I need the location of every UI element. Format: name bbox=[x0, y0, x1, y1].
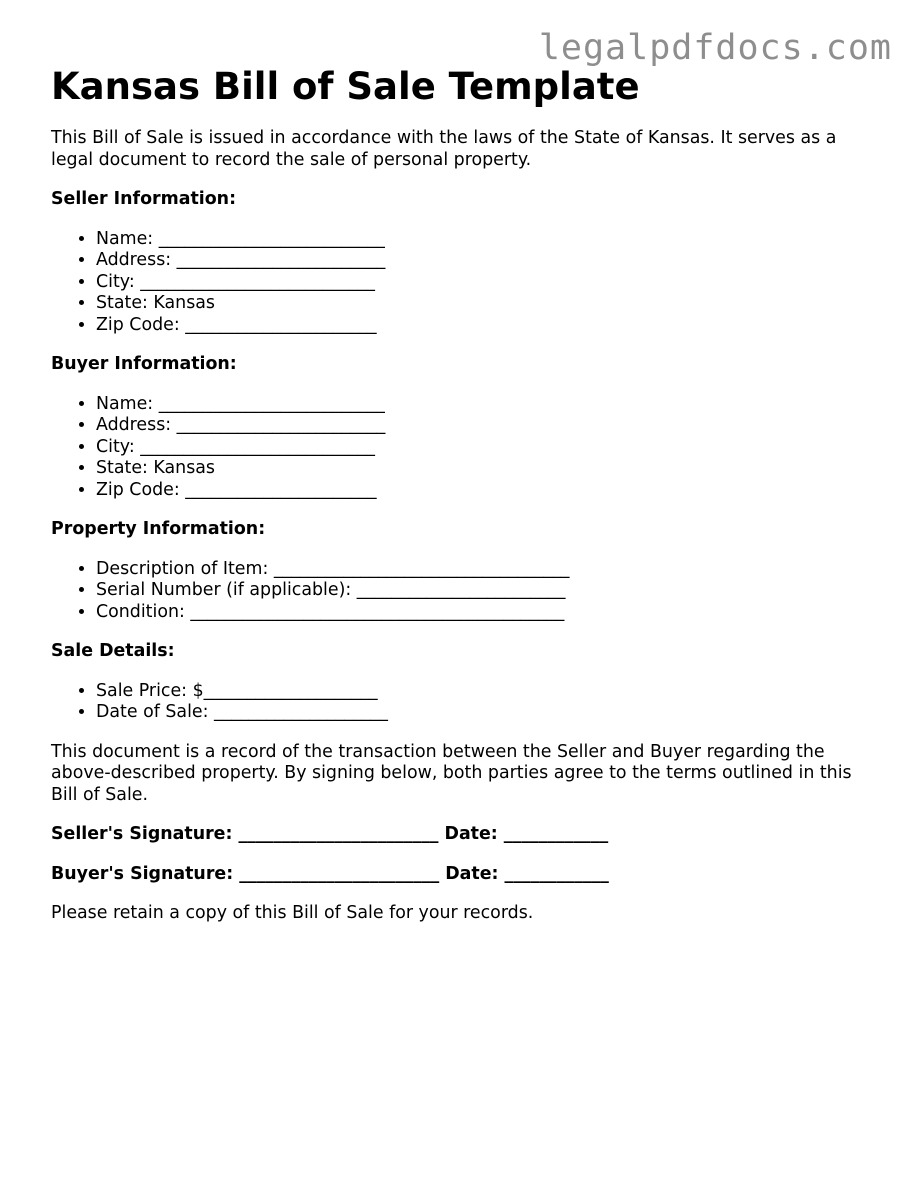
property-heading: Property Information: bbox=[51, 519, 266, 539]
intro-paragraph: This Bill of Sale is issued in accordance with the laws of the State of Kansas. It serves as a legal document to record the sale of personal property. bbox=[51, 128, 837, 170]
sale-price-item: • Sale Price: $____________________ bbox=[96, 681, 881, 703]
seller-list bbox=[51, 229, 881, 337]
buyer-address-item: • Address: ________________________ bbox=[96, 415, 881, 437]
footer-note: Please retain a copy of this Bill of Sale for your records. bbox=[51, 903, 534, 923]
buyer-list bbox=[51, 394, 881, 502]
seller-city-item: • City: ___________________________ bbox=[96, 272, 881, 294]
sale-list bbox=[51, 681, 881, 724]
seller-address-item: • Address: ________________________ bbox=[96, 250, 881, 272]
seller-heading: Seller Information: bbox=[51, 189, 237, 209]
buyer-zip-item: • Zip Code: ______________________ bbox=[96, 480, 881, 502]
property-description-item: • Description of Item: __________________________________ bbox=[96, 559, 881, 581]
document-page bbox=[51, 64, 881, 925]
seller-signature-line: Seller's Signature: _______________________ Date: ____________ bbox=[51, 824, 609, 844]
buyer-state-item: • State: Kansas bbox=[96, 458, 881, 480]
sale-date-item: • Date of Sale: ____________________ bbox=[96, 702, 881, 724]
seller-name-item: • Name: __________________________ bbox=[96, 229, 881, 251]
property-condition-item: • Condition: ___________________________________________ bbox=[96, 602, 881, 624]
seller-state-item: • State: Kansas bbox=[96, 293, 881, 315]
sale-heading: Sale Details: bbox=[51, 641, 175, 661]
property-serial-item: • Serial Number (if applicable): ________________________ bbox=[96, 580, 881, 602]
buyer-signature-line: Buyer's Signature: _______________________ Date: ____________ bbox=[51, 863, 609, 884]
closing-paragraph: This document is a record of the transaction between the Seller and Buyer regarding the above-described property. By signing below, both parties agree to the terms outlined in this Bill of Sale. bbox=[51, 741, 852, 805]
buyer-name-item: • Name: __________________________ bbox=[96, 394, 881, 416]
buyer-heading: Buyer Information: bbox=[51, 354, 237, 374]
buyer-city-item: • City: ___________________________ bbox=[96, 437, 881, 459]
page-title: Kansas Bill of Sale Template bbox=[51, 65, 640, 108]
property-list bbox=[51, 559, 881, 624]
watermark: legalpdfdocs.com bbox=[538, 28, 892, 68]
seller-zip-item: • Zip Code: ______________________ bbox=[96, 315, 881, 337]
